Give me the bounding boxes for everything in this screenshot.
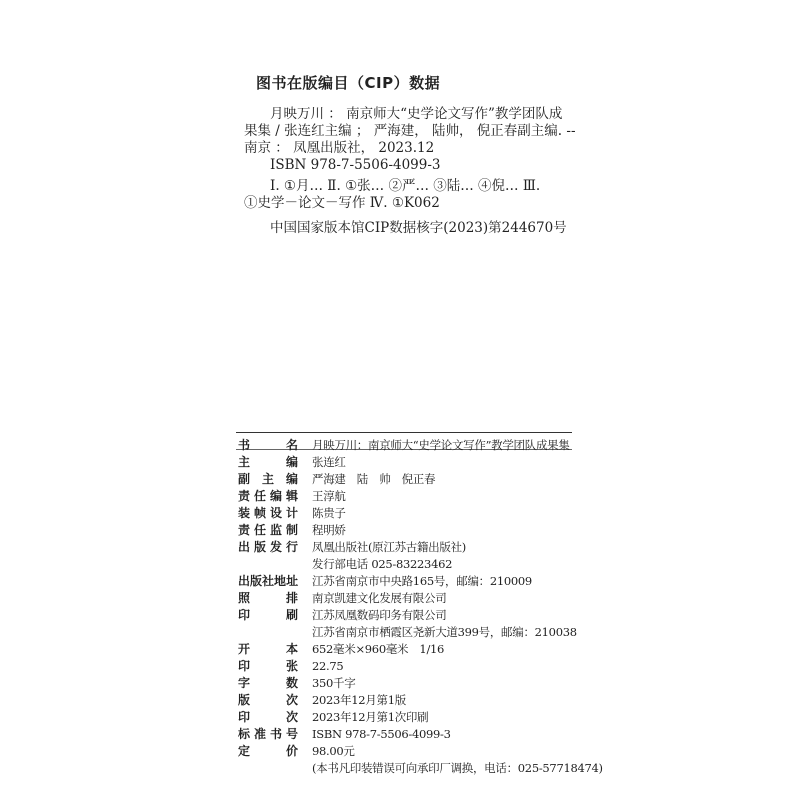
copyright-row-label: 出 版 发 行 (238, 540, 298, 554)
cip-title: 图书在版编目（CIP）数据 (256, 74, 441, 92)
copyright-row-label: 副 主 编 (238, 472, 298, 486)
copyright-row-value: 张连红 (312, 455, 346, 469)
copyright-row-value: 王淳航 (312, 489, 346, 503)
cip-entry-line: ISBN 978-7-5506-4099-3 (270, 157, 441, 173)
cip-number-text: 中国国家版本馆CIP数据核字(2023)第244670号 (270, 220, 567, 236)
copyright-row-value: 南京凯建文化发展有限公司 (312, 591, 447, 605)
copyright-row-value: 月映万川：南京师大“史学论文写作”教学团队成果集 (312, 438, 570, 452)
cip-classification-line: Ⅰ. ①月… Ⅱ. ①张… ②严… ③陆… ④倪… Ⅲ. (270, 178, 541, 194)
cip-classification (244, 178, 574, 212)
copyright-row-label: 责 任 监 制 (238, 523, 298, 537)
copyright-row-value: 严海建 陆 帅 倪正春 (312, 472, 436, 486)
copyright-row-value: 发行部电话 025-83223462 (312, 557, 453, 571)
copyright-row-value: 2023年12月第1次印刷 (312, 710, 429, 724)
copyright-row-label: 版 次 (238, 693, 298, 707)
copyright-row-label: 主 编 (238, 455, 298, 469)
copyright-row-label: 照 排 (238, 591, 298, 605)
copyright-row-label: 标 准 书 号 (238, 727, 298, 741)
cip-classification-line: ①史学－论文－写作 Ⅳ. ①K062 (244, 195, 440, 211)
copyright-row-value: ISBN 978-7-5506-4099-3 (312, 727, 451, 741)
copyright-row-label: 印 次 (238, 710, 298, 724)
copyright-row-value: 江苏省南京市栖霞区尧新大道399号，邮编：210038 (312, 625, 577, 639)
copyright-row-label: 出 版 社 地 址 (238, 574, 299, 588)
copyright-row-value: 江苏省南京市中央路165号，邮编：210009 (312, 574, 532, 588)
copyright-row-value: 652毫米×960毫米 1/16 (312, 642, 445, 656)
cip-number (244, 220, 574, 237)
copyright-row-value: 陈贵子 (312, 506, 346, 520)
copyright-row-value: 凤凰出版社(原江苏古籍出版社) (312, 540, 466, 554)
cip-entry-line: 果集 / 张连红主编 ； 严海建， 陆帅， 倪正春副主编. -- (244, 123, 576, 139)
cip-entry (244, 106, 574, 174)
cip-entry-line: 月映万川 ： 南京师大“史学论文写作”教学团队成 (270, 106, 563, 122)
copyright-row-label: 责 任 编 辑 (238, 489, 298, 503)
cip-entry-line: 南京 ： 凤凰出版社， 2023.12 (244, 140, 435, 156)
copyright-row-value: 350千字 (312, 676, 356, 690)
copyright-row-label: 印 刷 (238, 608, 298, 622)
copyright-row-label: 装 帧 设 计 (238, 506, 298, 520)
copyright-row-value: 2023年12月第1版 (312, 693, 406, 707)
copyright-row-value: 98.00元 (312, 744, 355, 758)
copyright-row-value: 江苏凤凰数码印务有限公司 (312, 608, 447, 622)
copyright-row-label: 定 价 (238, 744, 298, 758)
copyright-row-label: 书 名 (238, 438, 298, 452)
top-rule (236, 432, 572, 433)
copyright-row-label: 字 数 (238, 676, 298, 690)
copyright-row-label: 印 张 (238, 659, 298, 673)
copyright-row-value: (本书凡印装错误可向承印厂调换，电话：025-57718474) (312, 761, 603, 775)
copyright-row-value: 程明娇 (312, 523, 346, 537)
copyright-row-value: 22.75 (312, 659, 344, 673)
copyright-row-label: 开 本 (238, 642, 298, 656)
